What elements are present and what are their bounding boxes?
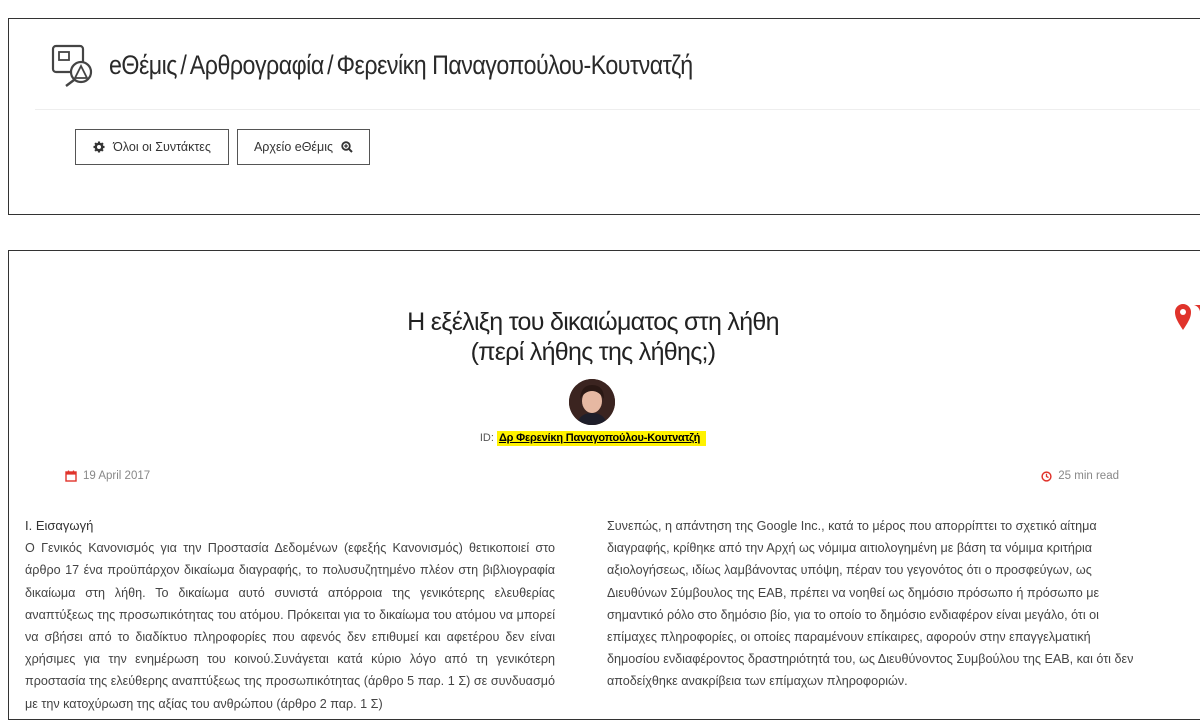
- avatar[interactable]: [569, 379, 615, 425]
- section-heading: Ι. Εισαγωγή: [25, 518, 94, 533]
- header-panel: [8, 18, 1200, 215]
- archive-button[interactable]: [237, 129, 370, 165]
- article-title: [9, 307, 1177, 367]
- breadcrumb-current: Φερενίκη Παναγοπούλου-Κουτνατζή: [336, 49, 693, 80]
- article-column-right: [607, 515, 1137, 693]
- date-text: 19 April 2017: [83, 470, 151, 482]
- map-marker-icon[interactable]: [1174, 302, 1200, 332]
- calendar-icon: [65, 470, 77, 482]
- article-paragraph: Συνεπώς, η απάντηση της Google Inc., κατά το μέρος που απορρίπτει το σχετικό αίτημα διαγραφής, κρίθηκε από την Αρχή ως νόμιμα αιτιολογημένη με βάση τα νόμιμα κριτήρια αξιολογήσεως, ιδίως λαμβάνοντας υπόψη, πέραν του γεγονότος ότι ο προσφεύγων, ως Διευθύνων Σύμβουλος της ΕΑΒ, πρέπει να νοηθεί ως δημόσιο πρόσωπο ή πρόσωπο με σημαντικό ρόλο στο δημόσιο βίο, για το οποίο το δημόσιο ενδιαφέρον είναι μεγάλο, ότι οι επίμαχες πληροφορίες, οι οποίες παραμένουν επίκαιρες, αφορούν στην επαγγελματική δημοσίου ενδιαφέροντος δραστηριότητά του, ως Διευθύνοντος Συμβούλου της ΕΑΒ, και ότι δεν αποδείχθηκε ανακρίβεια των επίμαχων πληροφοριών.: [607, 519, 1134, 689]
- breadcrumb-section[interactable]: Αρθρογραφία: [189, 49, 324, 80]
- author-line: [9, 432, 1177, 444]
- read-time: [1041, 470, 1119, 482]
- all-authors-label: Όλοι οι Συντάκτες: [113, 140, 211, 154]
- read-time-text: 25 min read: [1058, 470, 1119, 482]
- clock-icon: [1041, 471, 1052, 482]
- breadcrumb-separator: /: [180, 49, 187, 80]
- divider: [35, 109, 1200, 110]
- article-title-line1: Η εξέλιξη του δικαιώματος στη λήθη: [407, 308, 779, 336]
- zoom-in-icon: [341, 141, 353, 153]
- all-authors-button[interactable]: [75, 129, 229, 165]
- publish-date: [65, 470, 150, 482]
- title-row: [49, 45, 788, 85]
- article-panel: [8, 250, 1200, 720]
- article-paragraph: Ο Γενικός Κανονισμός για την Προστασία Δεδομένων (εφεξής Κανονισμός) θετικοποιεί στο άρθρο 17 ένα προϋπάρχον δικαίωμα διαγραφής, το πολυσυζητημένο πλέον στη βιβλιογραφία δικαίωμα στη λήθη. Το δικαίωμα αυτό συνιστά απόρροια της γενικότερης ελευθερίας αναπτύξεως της προσωπικότητας του ατόμου. Πρόκειται για το δικαίωμα του ατόμου να μπορεί να σβήσει από το διαδίκτυο πληροφορίες που αφενός δεν επιθυμεί και αφετέρου δεν είναι χρήσιμες για την ενημέρωση του κοινού.Συνάγεται κατά κύριο λόγο από τη γενικότερη προστασία της ελεύθερης αναπτύξεως της προσωπικότητας (άρθρο 5 παρ. 1 Σ) σε συνδυασμό με την κατοχύρωση της αξίας του ανθρώπου (άρθρο 2 παρ. 1 Σ): [25, 541, 555, 711]
- breadcrumb-separator: /: [327, 49, 334, 80]
- site-logo-icon[interactable]: [49, 42, 99, 88]
- breadcrumb: [109, 50, 693, 81]
- breadcrumb-home[interactable]: eΘέμις: [109, 49, 177, 80]
- author-link[interactable]: Δρ Φερενίκη Παναγοπούλου-Κουτνατζή: [497, 431, 706, 446]
- gear-icon: [93, 141, 105, 153]
- author-prefix: ID:: [479, 432, 494, 444]
- article-column-left: [25, 515, 555, 715]
- archive-label: Αρχείο eΘέμις: [253, 140, 334, 154]
- author-photo: [569, 379, 615, 425]
- article-title-line2: (περί λήθης της λήθης;): [470, 338, 716, 366]
